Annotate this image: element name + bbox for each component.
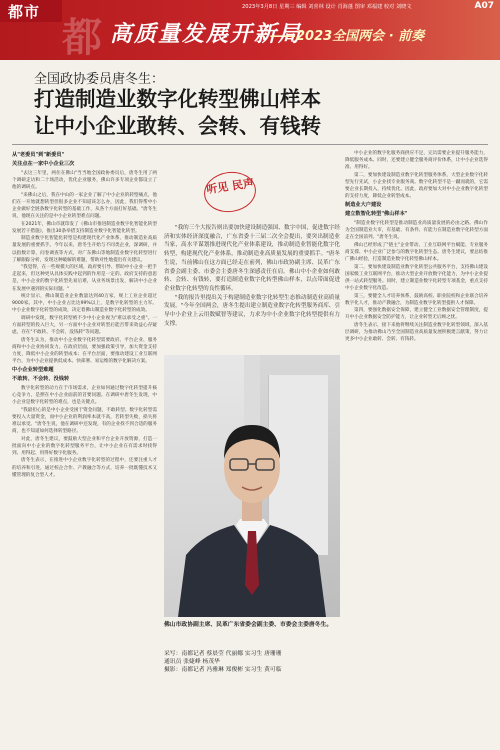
headline-line-1: 打造制造业数字化转型佛山样本 <box>34 87 321 111</box>
headline-line-2: 让中小企业敢转、会转、有钱转 <box>34 114 321 138</box>
campaign-title: ——2023全国两会 · 前奏 <box>270 29 425 44</box>
paragraph: 在2021年，佛山市就印发了《佛山市推进制造业数字化智能化转型发展若干措施》，推出30条举措支持制造业数字化智能化转型。 <box>12 221 157 234</box>
article-column-2 <box>164 224 340 350</box>
paragraph: 统计显示，佛山制造业企业数量达到40万家，规上工业企业超过9000家。其中，中小企业占比达99%以上，是数字化转型的主力军。中小企业数字化转型的成效，决定着佛山制造业数字化转型的成效。 <box>12 294 157 314</box>
paragraph: 制造业数字化智能化转型是构建现代化产业体系、推动制造业高质量发展的重要抓手。今年以来，唐冬生开始与不同类企业，深调研，并以指数计算，问卷调查等方式，对广东佛山等地制造业数字化转型进行了解跟踪分析，发现这种破解的难题，帮助对性地提出有关建议。 <box>12 236 157 263</box>
article-headline <box>34 86 474 140</box>
paragraph: "制造业数字化转型是推动制造业高质量发展的必由之路。佛山作为全国制造业大市，有基础、有条件、有能力在制造业数字化转型方面走在全国前列。"唐冬生说。 <box>345 221 488 241</box>
byline-credits <box>164 650 340 675</box>
badge-label: 听见 民声 <box>205 176 255 197</box>
paragraph: 对此，唐冬生建议，要鼓励大型企业和平台企业开放资源，打造一批面向中小企业的数字化转型服务平台，让中小企业在有需求时找得到、用得起、用得好数字化服务。 <box>12 436 157 456</box>
headline-divider <box>12 144 488 145</box>
paragraph: "去这三年里，两住在佛山"当当地全国政协委员后，唐冬生用了两个调研走访和二十场活动，优化企业服务，佛山许多专项企业都设立了他的调研点。 <box>12 171 157 191</box>
paragraph: 唐冬生表示，在推进中小企业数字化转型的过程中，还要注重人才的培养和引进，通过校企合作、产教融合等方式，培养一批既懂技术又懂管理的复合型人才。 <box>12 458 157 478</box>
section-tab-label: 都市 <box>8 3 41 21</box>
page-header-band <box>0 0 500 60</box>
paragraph: 佛山已经形成了"链主"企业带动、工业互联网平台赋能、专业服务商支撑、中小企业广泛参与的数字化转型生态。唐冬生建议，要总结推广佛山经验，打造制造业数字化转型佛山样本。 <box>345 242 488 263</box>
subhead: 从"老委员"到"新委员" <box>12 152 65 158</box>
paragraph: 调研中发现，数字化转型被不少中小企业视为"难以承受之重"。一方面转型的投入巨大，另一方面中小企业对转型后能否带来效益心存疑虑，存在"不敢转、不会转、没钱转"等问题。 <box>12 315 157 336</box>
paragraph: "我觉得，在一些规模大的区域，政府要引导、帮助中小企业一把手走起来，但这种更从具体实践中起到的作用是一定的。政府支持的意思是，中小企业的数字化转型先易后难，从业务场景出发，解决中小企业在发展中遇到的实际问题。" <box>12 265 157 292</box>
issue-meta: 2023年3月8日 星期三 编辑 刘喜林 设计 肖海蓬 图审 邓福建 校对 刘晓文 <box>242 4 412 10</box>
paragraph: 唐冬生认为，推动中小企业数字化转型需要政府、平台企业、服务商和中小企业协同发力。在政府层面，要加强政策引导，加大资金支持力度，降低中小企业的转型成本；在平台层面，要推动建设工业互联网平台，为中小企业提供低成本、快部署、易运维的数字化解决方案。 <box>12 337 157 364</box>
article-column-3 <box>345 150 488 740</box>
article-kicker: 全国政协委员唐冬生： <box>34 72 165 87</box>
paragraph: 数字化转型的动力在于市场需求，企业如何通过数字化转型提升核心竞争力，是摆在中小企业面前的首要问题。在调研中唐冬生发现，中小企业是数字化转型的难点，也是关键点。 <box>12 386 157 406</box>
page-number: A07 <box>474 1 494 11</box>
subhead-secondary: 关注点在一家中小企业三次 <box>12 161 75 167</box>
credit-line: 采写：南都记者 蔡晨莹 代丽娜 实习生 唐珊珊 <box>164 651 282 657</box>
paragraph: 第二，要加快建设制造业数字化转型公共服务平台，支持佛山建设国家级工业互联网平台，推动大型企业开放数字化能力，为中小企业提供一站式转型服务。同时，建立制造业数字化转型专项基金，重点支持中小企业数字化改造。 <box>345 264 488 291</box>
subhead-secondary: 建立数智化转型"佛山样本" <box>345 211 408 218</box>
person-silhouette-icon <box>164 355 340 617</box>
header-watermark-char: 都 <box>62 15 102 60</box>
paragraph: "我最担心的是中小企业受困于资金问题，不敢转型。数字化转型需要投入大量资金，而中小企业的利润率本就不高，若转型失败，损失将难以承受。"唐冬生说，他在调研中还发现，有的企业找不到合适的服务商，也不知道如何选择转型路径。 <box>12 407 157 435</box>
header-slogan: 高质量发展开新局 <box>110 21 303 47</box>
paragraph: 唐冬生表示，接下来他将继续关注制造业数字化转型领域，深入基层调研，为推动佛山乃至全国制造业高质量发展积极建言献策，努力让更多中小企业敢转、会转、有钱转。 <box>345 322 488 343</box>
column-badge-stamp <box>201 169 258 216</box>
paragraph: "我的报告里提出关于构建制造业数字化转型生态推动制造业高质量发展。"今年全国两会，唐冬生提出建立制造业数字化转型服务商库、引导中小企业上云用数赋智等建议，力求为中小企业数字化转型提供有力支撑。 <box>164 294 340 327</box>
subhead-secondary: 不敢转、不会转、没钱转 <box>12 376 70 383</box>
credit-line: 通讯员 张婕峰 杨茂华 <box>164 659 220 666</box>
paragraph: 中小企业的数字化服务商供应不足，完员需要企业提升服务能力，降低服务成本。同时，还要建立健全服务商评价体系，让中小企业选得准、用得好。 <box>345 151 488 171</box>
subhead: 中小企业转型难题 <box>12 367 54 374</box>
subhead: 制造业大户建设 <box>345 202 382 209</box>
paragraph: 第四，要强化数据安全保障，建立健全工业数据安全管理制度，提升中小企业数据安全防护能力，让企业转型无后顾之忧。 <box>345 308 488 321</box>
paragraph: 第三，要健全人才培养体系，鼓励高校、职业院校和企业联合培养数字化人才，推动产教融合，为制造业数字化转型提供人才保障。 <box>345 293 488 306</box>
article-column-1 <box>12 150 157 740</box>
photo-caption: 佛山市政协副主席、民革广东省委会副主委、市委会主委唐冬生。 <box>164 622 333 628</box>
portrait-photo <box>164 355 340 617</box>
paragraph: 第二，要加快建设制造业数字化转型服务体系，大型企业数字化转型先行先试，小企业找专业服务商。数字化转型不是一蹴而就的，它需要企业长期投入，持续优化。因此，政府要加大对中小企业数字化转型的支持力度，降低企业转型成本。 <box>345 172 488 200</box>
section-tab <box>0 0 62 22</box>
paragraph: "我的三个大报告则出要加快建设制造强国、数字中国，促进数字经济和实体经济深度融合，广东省委十三届二次全会提出，要突出制造业当家，高水平谋划推进现代化产业体系建设，推动制造业智能化数字化转型，构建现代化产业体系，推动制造业高质量发展的重要抓手。"唐冬生说，当前佛山在这方面已经走在前列，佛山市政协副主席、民革广东省委会副主委、市委会主委唐冬生深感责任在肩。佛山中小企业如何敢转、会转、有钱转，要打造制造业数字化转型佛山样本，以点带面促进企业数字化转型的良性循环。 <box>164 225 340 292</box>
credit-line: 摄影：南都记者 冯雅琳 郑俊彬 实习生 黄可临 <box>164 667 282 674</box>
paragraph: "来佛山之后，我在中山的一家企业了解了中小企业的转型痛点，他们在一开始就想转型但很多企业不知道该怎么办，因此，我们得帮中小企业做好全链条数字化转型的基础工作，从各个方面打好基础。"唐冬生说，他现在关注的是中小企业转型难点问题。 <box>12 192 157 220</box>
